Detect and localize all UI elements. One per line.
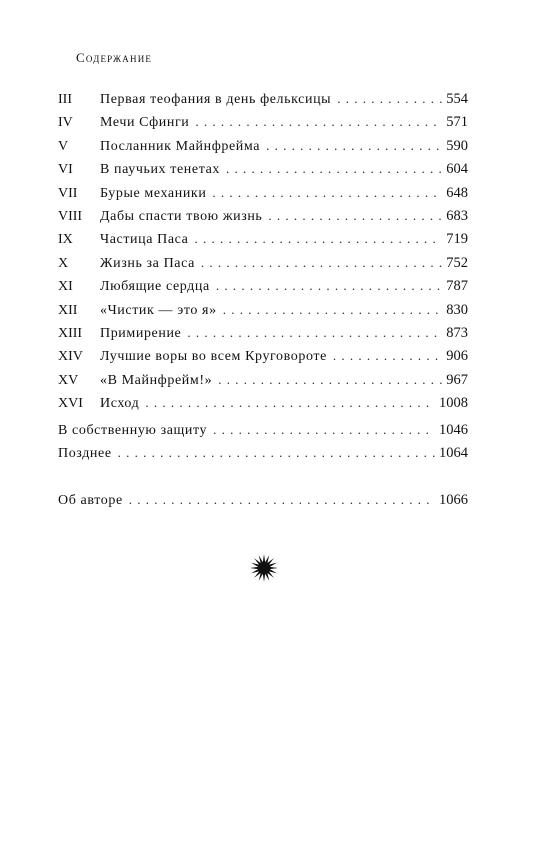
page-number: 648 bbox=[446, 184, 468, 201]
toc-entry[interactable] bbox=[58, 204, 468, 227]
entry-title: Позднее bbox=[58, 446, 112, 462]
page-number: 752 bbox=[446, 254, 468, 271]
dot-leader bbox=[223, 298, 443, 321]
toc-entry[interactable] bbox=[58, 488, 468, 511]
chapter-number: XIV bbox=[58, 349, 83, 365]
dot-leader bbox=[212, 181, 442, 204]
toc-end-sections bbox=[58, 418, 468, 465]
toc-about bbox=[58, 488, 468, 511]
entry-title: Примирение bbox=[100, 325, 182, 341]
entry-title: Любящие сердца bbox=[100, 279, 210, 295]
entry-title: Бурые механики bbox=[100, 185, 207, 201]
toc-entry[interactable] bbox=[58, 227, 468, 250]
toc-entry[interactable] bbox=[58, 181, 468, 204]
page-number: 1008 bbox=[439, 395, 468, 412]
chapter-number: XIII bbox=[58, 325, 83, 341]
chapter-number: IX bbox=[58, 232, 73, 248]
dot-leader bbox=[194, 227, 442, 250]
chapter-number: XII bbox=[58, 302, 78, 318]
dot-leader bbox=[216, 274, 442, 297]
entry-title: Посланник Майнфрейма bbox=[100, 138, 261, 154]
entry-title: Жизнь за Паса bbox=[100, 255, 195, 271]
toc-entry[interactable] bbox=[58, 344, 468, 367]
entry-title: В собственную защиту bbox=[58, 423, 208, 438]
dot-leader bbox=[129, 488, 435, 511]
toc-entry[interactable] bbox=[58, 110, 468, 133]
toc-chapters bbox=[58, 87, 468, 414]
dot-leader bbox=[187, 321, 442, 344]
page-number: 571 bbox=[446, 114, 468, 131]
entry-title: Дабы спасти твою жизнь bbox=[100, 208, 263, 224]
chapter-number: XVI bbox=[58, 396, 83, 412]
page-number: 873 bbox=[446, 324, 468, 341]
entry-title: Мечи Сфинги bbox=[100, 115, 190, 131]
dot-leader bbox=[268, 204, 442, 227]
dot-leader bbox=[218, 368, 442, 391]
chapter-number: XV bbox=[58, 372, 79, 388]
dot-leader bbox=[333, 344, 442, 367]
star-ornament-icon bbox=[249, 553, 279, 583]
dot-leader bbox=[201, 251, 442, 274]
page-number: 1064 bbox=[439, 445, 468, 462]
section-header: Содержание bbox=[76, 50, 153, 65]
dot-leader bbox=[145, 391, 435, 414]
dot-leader bbox=[337, 87, 442, 110]
toc-entry[interactable] bbox=[58, 274, 468, 297]
entry-title: Исход bbox=[100, 396, 140, 412]
page-number: 967 bbox=[446, 371, 468, 388]
page-number: 830 bbox=[446, 301, 468, 318]
chapter-number: IV bbox=[58, 115, 73, 131]
dot-leader bbox=[226, 157, 442, 180]
chapter-number: VI bbox=[58, 162, 73, 178]
page-number: 906 bbox=[446, 348, 468, 365]
chapter-number: III bbox=[58, 92, 72, 107]
entry-title: Частица Паса bbox=[100, 232, 189, 248]
chapter-number: V bbox=[58, 138, 69, 154]
chapter-number: VII bbox=[58, 185, 78, 201]
toc-entry[interactable] bbox=[58, 157, 468, 180]
entry-title: В паучьих тенетах bbox=[100, 162, 220, 178]
page-number: 590 bbox=[446, 137, 468, 154]
chapter-number: XI bbox=[58, 279, 73, 295]
page-number: 604 bbox=[446, 161, 468, 178]
page-number: 683 bbox=[446, 207, 468, 224]
toc-entry[interactable] bbox=[58, 368, 468, 391]
dot-leader bbox=[195, 110, 442, 133]
page-number: 719 bbox=[446, 231, 468, 248]
toc-entry[interactable] bbox=[58, 441, 468, 464]
chapter-number: VIII bbox=[58, 208, 83, 224]
entry-title: «Чистик — это я» bbox=[100, 302, 217, 318]
dot-leader bbox=[118, 441, 435, 464]
page-number: 1066 bbox=[439, 492, 468, 508]
toc-entry[interactable] bbox=[58, 298, 468, 321]
entry-title: Лучшие воры во всем Круговороте bbox=[100, 349, 327, 365]
dot-leader bbox=[266, 134, 442, 157]
toc-entry[interactable] bbox=[58, 391, 468, 414]
toc-entry[interactable] bbox=[58, 134, 468, 157]
page-number: 1046 bbox=[439, 422, 468, 438]
toc-entry[interactable] bbox=[58, 251, 468, 274]
entry-title: Первая теофания в день фельксицы bbox=[100, 92, 332, 107]
toc-entry[interactable] bbox=[58, 87, 468, 110]
entry-title: Об авторе bbox=[58, 493, 123, 508]
toc-entry[interactable] bbox=[58, 321, 468, 344]
dot-leader bbox=[213, 418, 435, 441]
entry-title: «В Майнфрейм!» bbox=[100, 372, 213, 388]
toc-entry[interactable] bbox=[58, 418, 468, 441]
chapter-number: X bbox=[58, 255, 69, 271]
page-number: 554 bbox=[446, 91, 468, 107]
page-number: 787 bbox=[446, 278, 468, 295]
